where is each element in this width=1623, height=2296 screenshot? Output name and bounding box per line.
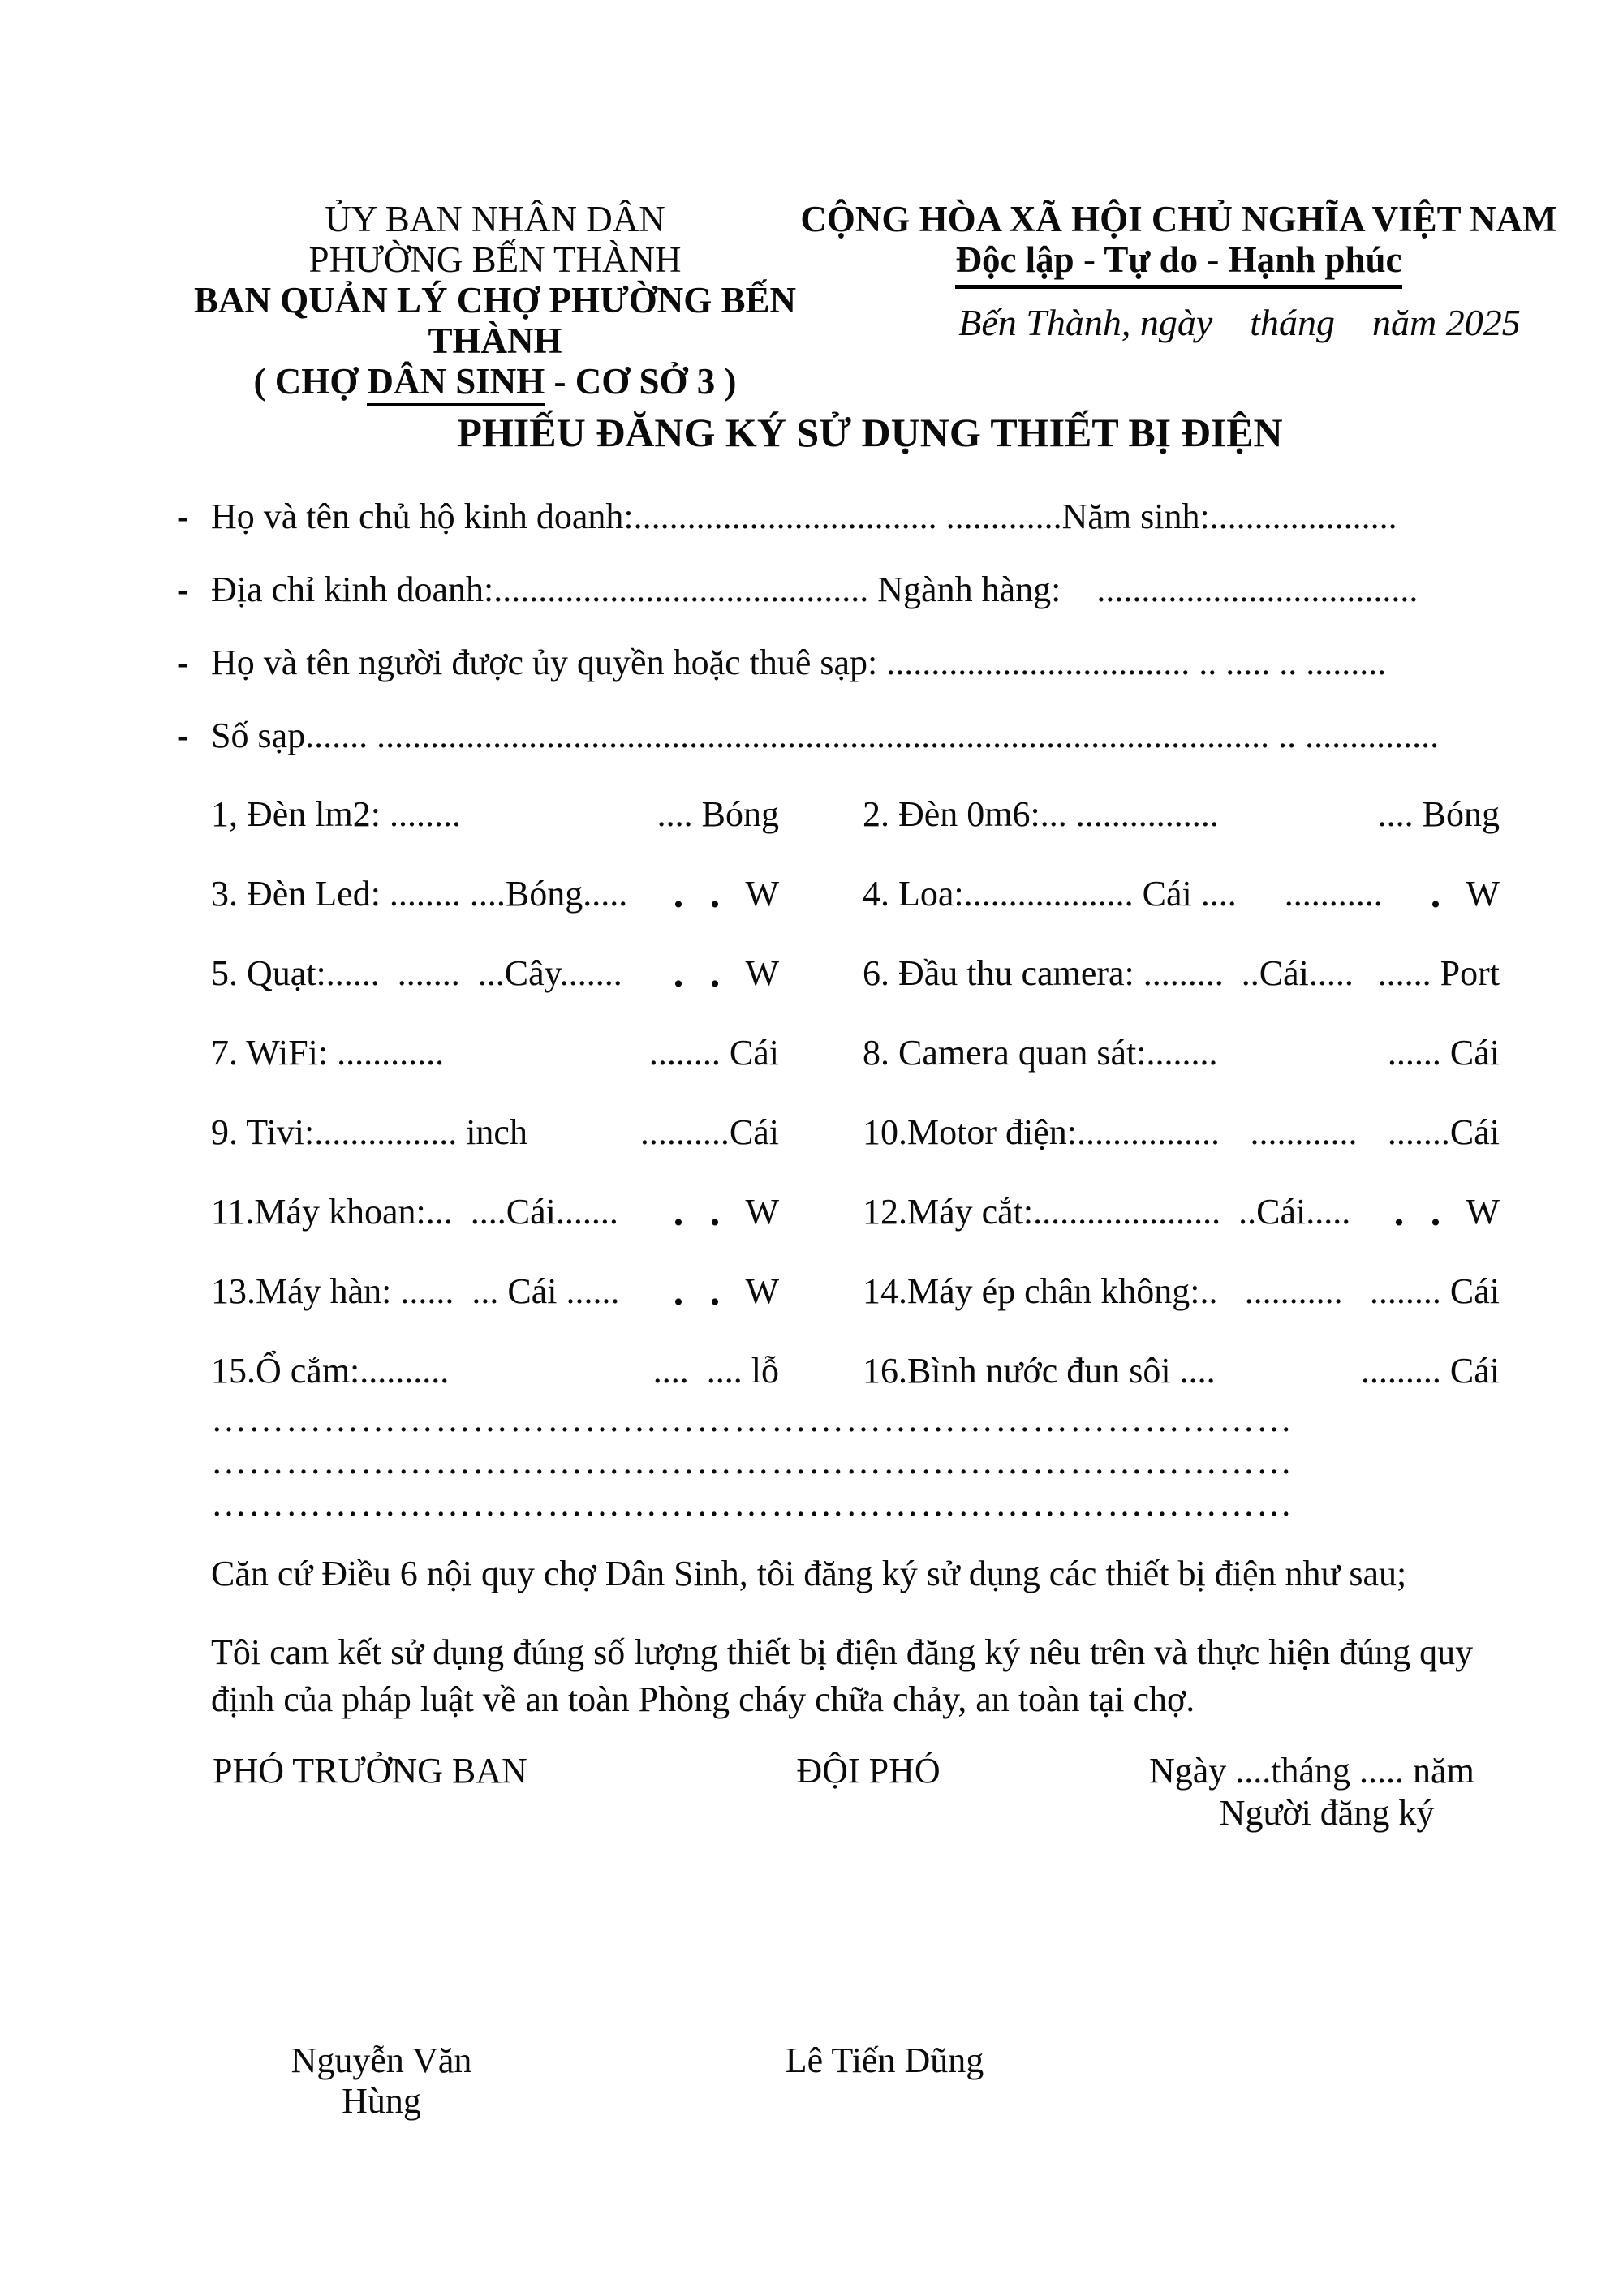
bullet-text-authorized: Họ và tên người được ủy quyền hoặc thuê sạp: .................................. .. ..... .. ......... <box>211 643 1387 682</box>
org-line-4-suffix: - CƠ SỞ 3 ) <box>545 361 737 402</box>
motto-line <box>799 239 1558 283</box>
item-watt-dots: . . <box>673 1189 729 1234</box>
item-mid: ........... <box>1284 873 1383 914</box>
signature-date-fill: Ngày ....tháng ..... năm <box>1149 1751 1474 1791</box>
bullet-row-stall-number <box>177 699 1503 772</box>
signer-name-deputy-head: Nguyễn Văn Hùng <box>291 2040 472 2121</box>
national-title: CỘNG HÒA XÃ HỘI CHỦ NGHĨA VIỆT NAM <box>800 199 1557 239</box>
item-mid: ............ <box>1250 1111 1358 1152</box>
item-unit: ........ Cái <box>648 1032 779 1073</box>
dotted-line: …………………………………………………………………………… <box>211 1442 1294 1481</box>
paragraph-legal-basis: Căn cứ Điều 6 nội quy chợ Dân Sinh, tôi đăng ký sử dụng các thiết bị điện như sau; <box>211 1554 1407 1593</box>
item-label: 9. Tivi:................ inch <box>211 1111 527 1152</box>
item-unit: W <box>728 873 779 914</box>
registrant-label: Người đăng ký <box>1219 1793 1435 1833</box>
bullet-row-address <box>177 553 1503 626</box>
item-label: 14.Máy ép chân không:.. <box>863 1271 1218 1311</box>
item-unit: ...... Cái <box>1387 1032 1500 1073</box>
bullet-dash-icon: - <box>177 643 189 682</box>
equipment-item-10 <box>863 1092 1500 1172</box>
item-label: 2. Đèn 0m6:... ................ <box>863 793 1219 834</box>
item-unit: ..........Cái <box>639 1111 779 1152</box>
item-label: 3. Đèn Led: ........ ....Bóng..... <box>211 873 628 914</box>
equipment-item-13 <box>211 1251 779 1331</box>
item-label: 4. Loa:................... Cái .... <box>863 873 1237 914</box>
market-name-underlined: DÂN SINH <box>367 361 545 406</box>
item-label: 8. Camera quan sát:........ <box>863 1032 1218 1073</box>
signature-title-deputy-head: PHÓ TRƯỞNG BAN <box>213 1751 527 1791</box>
item-watt-dots: . . <box>673 1268 729 1314</box>
dotted-fill-lines <box>211 1399 1505 1525</box>
signature-title-deputy-team: ĐỘI PHÓ <box>796 1751 941 1791</box>
item-watt-dots: . . <box>673 950 729 995</box>
equipment-item-6 <box>863 933 1500 1013</box>
item-unit: ......... Cái <box>1360 1350 1500 1391</box>
item-label: 5. Quạt:...... ....... ...Cây....... <box>211 952 622 993</box>
equipment-item-4 <box>863 853 1500 933</box>
item-label: 13.Máy hàn: ...... ... Cái ...... <box>211 1271 620 1311</box>
item-label: 6. Đầu thu camera: ......... ..Cái..... <box>863 952 1354 993</box>
org-line-3: BAN QUẢN LÝ CHỢ PHƯỜNG BẾN THÀNH <box>193 280 797 361</box>
bullet-dash-icon: - <box>177 497 189 536</box>
item-unit: W <box>1449 873 1500 914</box>
header-issuing-org <box>138 199 852 402</box>
equipment-item-5 <box>211 933 779 1013</box>
item-unit: .... .... lỗ <box>652 1350 779 1391</box>
item-label: 7. WiFi: ............ <box>211 1032 445 1073</box>
bullet-text-stall-number: Số sạp....... .................................................................................................... .. ............... <box>211 716 1440 755</box>
item-mid: ........... <box>1244 1271 1343 1311</box>
dotted-line: …………………………………………………………………………… <box>211 1484 1294 1524</box>
item-unit: W <box>728 1191 779 1232</box>
item-watt-dots: . . <box>673 871 729 916</box>
bullet-text-owner: Họ và tên chủ hộ kinh doanh:.................................. .............Năm sinh:..................... <box>211 497 1397 536</box>
signer-name-deputy-team: Lê Tiến Dũng <box>785 2040 984 2080</box>
item-unit: W <box>728 952 779 993</box>
bullet-text-address: Địa chỉ kinh doanh:.......................................... Ngành hàng: .................................... <box>211 570 1419 609</box>
item-unit: ...... Port <box>1377 952 1500 993</box>
item-unit: W <box>1449 1191 1500 1232</box>
dotted-line: …………………………………………………………………………… <box>211 1400 1294 1439</box>
bullet-dash-icon: - <box>177 570 189 609</box>
item-label: 10.Motor điện:................ <box>863 1111 1220 1152</box>
item-unit: .... Bóng <box>657 793 779 834</box>
equipment-item-7 <box>211 1013 779 1092</box>
item-unit: .... Bóng <box>1377 793 1500 834</box>
item-label: 1, Đèn lm2: ........ <box>211 793 461 834</box>
equipment-item-2 <box>863 774 1500 853</box>
equipment-item-11 <box>211 1172 779 1251</box>
item-label: 12.Máy cắt:..................... ..Cái..... <box>863 1191 1351 1232</box>
info-bullet-list <box>177 480 1503 772</box>
bullet-row-owner <box>177 480 1503 553</box>
org-line-4 <box>138 361 852 402</box>
equipment-item-9 <box>211 1092 779 1172</box>
item-label: 11.Máy khoan:... ....Cái....... <box>211 1191 618 1232</box>
place-date-line: Bến Thành, ngày tháng năm 2025 <box>958 302 1521 343</box>
bullet-dash-icon: - <box>177 716 189 755</box>
item-unit: W <box>728 1271 779 1311</box>
equipment-item-14 <box>863 1251 1500 1331</box>
org-line-2: PHƯỜNG BẾN THÀNH <box>308 239 682 280</box>
equipment-item-1 <box>211 774 779 853</box>
national-motto: Độc lập - Tự do - Hạnh phúc <box>955 239 1401 289</box>
paragraph-commitment: Tôi cam kết sử dụng đúng số lượng thiết bị điện đăng ký nêu trên và thực hiện đúng quy định của pháp luật về an toàn Phòng cháy chữa chảy, an toàn tại chợ. <box>211 1632 1474 1719</box>
bullet-row-authorized <box>177 626 1503 699</box>
page-title: PHIẾU ĐĂNG KÝ SỬ DỤNG THIẾT BỊ ĐIỆN <box>457 410 1283 455</box>
equipment-item-8 <box>863 1013 1500 1092</box>
org-line-4-prefix: ( CHỢ <box>253 361 368 402</box>
equipment-grid <box>211 774 1500 1410</box>
item-unit: .......Cái <box>1387 1111 1500 1152</box>
equipment-item-3 <box>211 853 779 933</box>
item-label: 16.Bình nước đun sôi .... <box>863 1350 1216 1391</box>
item-watt-dots: . . <box>1393 1189 1449 1234</box>
item-unit: ........ Cái <box>1369 1271 1500 1311</box>
item-label: 15.Ổ cắm:.......... <box>211 1350 450 1391</box>
header-national <box>799 199 1558 343</box>
equipment-item-12 <box>863 1172 1500 1251</box>
item-watt-dots: . <box>1430 871 1449 916</box>
org-line-1: ỦY BAN NHÂN DÂN <box>325 199 665 239</box>
